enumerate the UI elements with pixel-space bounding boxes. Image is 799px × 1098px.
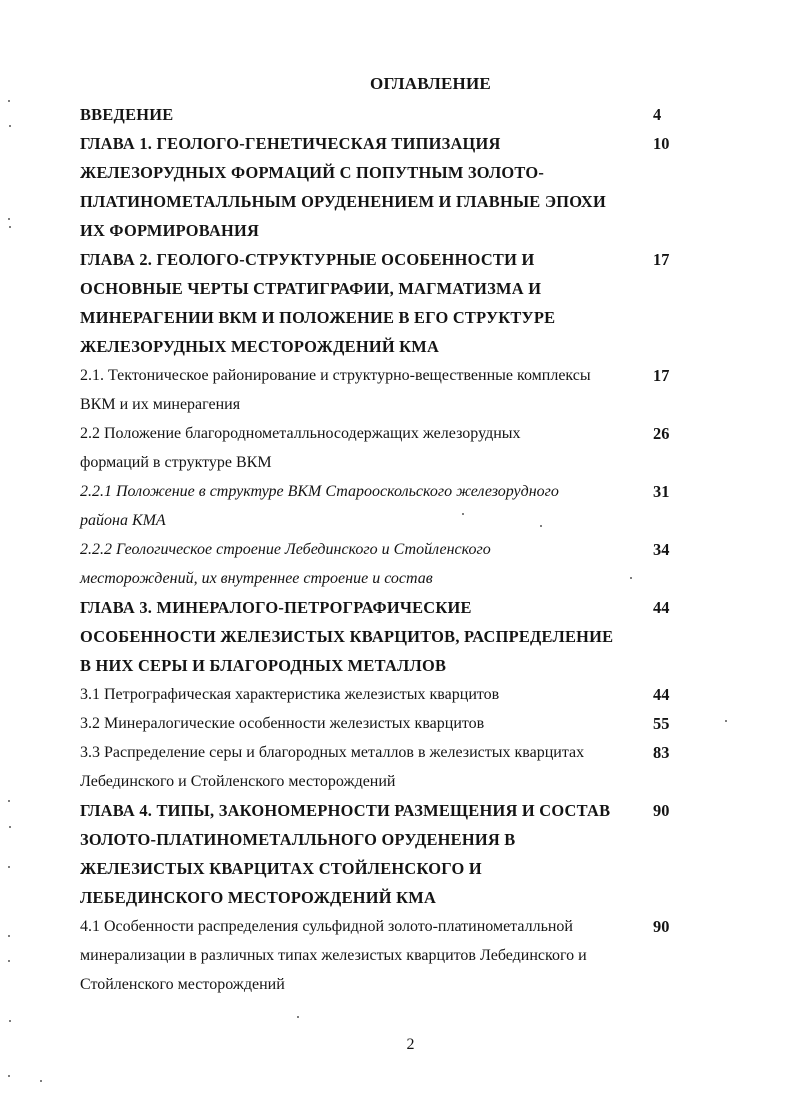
toc-entry-line: 3.3 Распределение серы и благородных металлов в железистых кварцитах [80,744,585,761]
toc-entry-line: района КМА [80,512,166,529]
toc-entry [80,245,676,361]
toc-entry-line: ЖЕЛЕЗОРУДНЫХ ФОРМАЦИЙ С ПОПУТНЫМ ЗОЛОТО- [80,163,545,182]
toc-entry-line: ВКМ и их минерагения [80,396,241,413]
toc-entry-line: ЗОЛОТО-ПЛАТИНОМЕТАЛЛЬНОГО ОРУДЕНЕНИЯ В [80,830,516,849]
toc-page-number: 17 [653,250,670,269]
toc-entry-line: 2.1. Тектоническое районирование и структурно-вещественные комплексы [80,367,591,384]
toc-entry [80,535,676,593]
toc-entry [80,738,676,796]
toc-entry-line: ГЛАВА 1. ГЕОЛОГО-ГЕНЕТИЧЕСКАЯ ТИПИЗАЦИЯ [80,134,501,153]
scan-speck [630,577,632,579]
toc-entry-line: месторождений, их внутреннее строение и состав [80,570,433,587]
toc-page-number: 44 [653,685,670,704]
scan-speck [8,1075,10,1077]
toc-entry [80,419,676,477]
toc-entry-line: В НИХ СЕРЫ И БЛАГОРОДНЫХ МЕТАЛЛОВ [80,656,447,675]
scan-speck [462,513,464,515]
toc-entry [80,361,676,419]
toc-page-number: 10 [653,134,670,153]
toc-entry-line: МИНЕРАГЕНИИ ВКМ И ПОЛОЖЕНИЕ В ЕГО СТРУКТУРЕ [80,308,556,327]
scan-speck [9,125,11,127]
toc-entry-line: 3.1 Петрографическая характеристика железистых кварцитов [80,686,500,703]
toc-entry [80,100,676,129]
toc-entry [80,709,676,738]
toc-entry-line: Лебединского и Стойленского месторождений [80,773,396,790]
toc-entry-line: 2.2.2 Геологическое строение Лебединского и Стойленского [80,541,491,558]
toc-page-number: 34 [653,540,670,559]
toc-page-number: 90 [653,917,670,936]
scan-speck [9,226,11,228]
toc-page-number: 17 [653,366,670,385]
toc-page-number: 83 [653,743,670,762]
toc-entry-line: ЛЕБЕДИНСКОГО МЕСТОРОЖДЕНИЙ КМА [80,888,437,907]
toc-entry-line: ГЛАВА 4. ТИПЫ, ЗАКОНОМЕРНОСТИ РАЗМЕЩЕНИЯ И СОСТАВ [80,801,611,820]
page-number: 2 [406,1036,415,1053]
toc-entry [80,129,676,245]
toc-entry [80,796,676,912]
toc-title: ОГЛАВЛЕНИЕ [370,74,491,93]
scan-speck [8,218,10,220]
toc-page-number: 44 [653,598,670,617]
toc-entry-line: ГЛАВА 3. МИНЕРАЛОГО-ПЕТРОГРАФИЧЕСКИЕ [80,598,472,617]
toc-entry-line: минерализации в различных типах железистых кварцитов Лебединского и [80,947,587,964]
toc-page-number: 55 [653,714,670,733]
toc-entry-line: Стойленского месторождений [80,976,285,993]
toc-entry-line: ОСНОВНЫЕ ЧЕРТЫ СТРАТИГРАФИИ, МАГМАТИЗМА И [80,279,542,298]
toc-entry-line: 3.2 Минералогические особенности железистых кварцитов [80,715,485,732]
scan-speck [297,1016,299,1018]
scan-speck [9,826,11,828]
toc-entry-line: ИХ ФОРМИРОВАНИЯ [80,221,260,240]
toc-entry [80,593,676,680]
toc-entry [80,680,676,709]
scan-speck [8,866,10,868]
scan-speck [8,935,10,937]
toc-entry-line: ЖЕЛЕЗИСТЫХ КВАРЦИТАХ СТОЙЛЕНСКОГО И [80,859,482,878]
scan-speck [725,720,727,722]
toc-page-number: 90 [653,801,670,820]
scan-speck [540,525,542,527]
toc-entry-line: формаций в структуре ВКМ [80,454,272,471]
toc-entry-line: 2.2.1 Положение в структуре ВКМ Старооскольского железорудного [80,483,559,500]
scan-speck [8,960,10,962]
toc-entry-line: 2.2 Положение благороднометалльносодержащих железорудных [80,425,521,442]
scan-speck [9,1020,11,1022]
scan-speck [40,1080,42,1082]
toc-entry-line: 4.1 Особенности распределения сульфидной золото-платинометалльной [80,918,573,935]
toc-page-number: 31 [653,482,670,501]
toc-entry-line: ГЛАВА 2. ГЕОЛОГО-СТРУКТУРНЫЕ ОСОБЕННОСТИ И [80,250,535,269]
toc-entry-line: ЖЕЛЕЗОРУДНЫХ МЕСТОРОЖДЕНИЙ КМА [80,337,440,356]
toc-page-number: 4 [653,105,662,124]
toc-page-number: 26 [653,424,670,443]
toc-entry-line: ВВЕДЕНИЕ [80,105,174,124]
toc-entry [80,912,676,999]
scan-speck [8,100,10,102]
toc-entry-line: ПЛАТИНОМЕТАЛЛЬНЫМ ОРУДЕНЕНИЕМ И ГЛАВНЫЕ ЭПОХИ [80,192,607,211]
toc-entry [80,477,676,535]
scan-speck [8,800,10,802]
toc-entry-line: ОСОБЕННОСТИ ЖЕЛЕЗИСТЫХ КВАРЦИТОВ, РАСПРЕДЕЛЕНИЕ [80,627,614,646]
